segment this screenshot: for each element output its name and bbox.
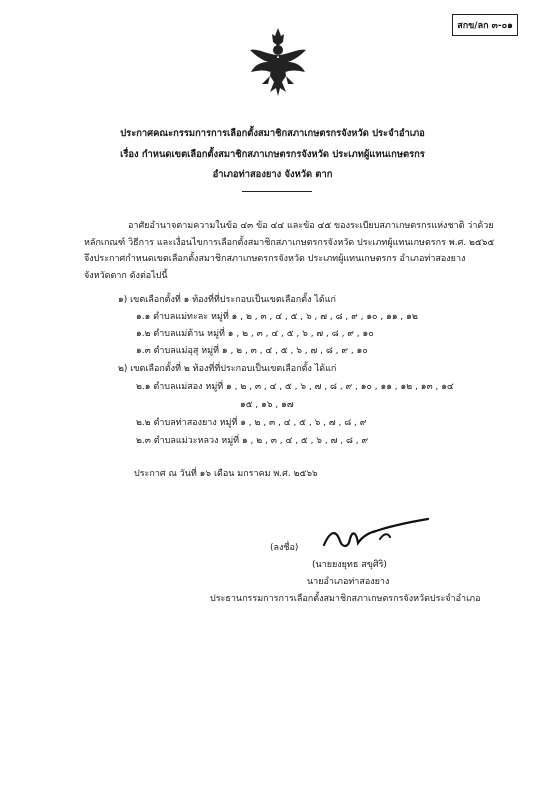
form-code: สกข/ลก ๓-๐๑	[457, 21, 513, 31]
district-2-item: ๒.๑ ตำบลแม่สอง หมู่ที่ ๑ , ๒ , ๓ , ๔ , ๕ , ๖ , ๗ , ๘ , ๙ , ๑๐ , ๑๑ , ๑๒ , ๑๓ , ๑๔	[136, 382, 454, 392]
intro-line: จังหวัดตาก ดังต่อไปนี้	[84, 270, 168, 281]
district-2-item: ๒.๓ ตำบลแม่วะหลวง หมู่ที่ ๑ , ๒ , ๓ , ๔ , ๕ , ๖ , ๗ , ๘ , ๙	[136, 436, 369, 446]
title-divider	[242, 191, 312, 192]
announcement-date: ประกาศ ณ วันที่ ๑๖ เดือน มกราคม พ.ศ. ๒๕๖๖	[134, 469, 318, 479]
district-1-item: ๑.๒ ตำบลแม่ต้าน หมู่ที่ ๑ , ๒ , ๓ , ๔ , ๕ , ๖ , ๗ , ๘ , ๙ , ๑๐	[136, 329, 374, 339]
signer-name: (นายยงยุทธ สขุศิริ)	[312, 560, 387, 570]
district-2-item: ๒.๒ ตำบลท่าสองยาง หมู่ที่ ๑ , ๒ , ๓ , ๔ , ๕ , ๖ , ๗ , ๘ , ๙	[136, 418, 367, 428]
district-2-item-continuation: ๑๕ , ๑๖ , ๑๗	[240, 400, 294, 410]
sign-label: (ลงชื่อ)	[270, 543, 299, 553]
intro-line: หลักเกณฑ์ วิธีการ และเงื่อนไขการเลือกตั้งสมาชิกสภาเกษตรกรจังหวัด ประเภทผู้แทนเกษตรกร พ.ศ. ๒๕๖๕	[84, 237, 495, 248]
title-line-2: เรื่อง กำหนดเขตเลือกตั้งสมาชิกสภาเกษตรกรจังหวัด ประเภทผู้แทนเกษตรกร	[120, 149, 425, 160]
garuda-emblem-icon	[248, 26, 308, 100]
signer-role: ประธานกรรมการการเลือกตั้งสมาชิกสภาเกษตรกรจังหวัดประจำอำเภอ	[210, 594, 481, 604]
district-1-heading: ๑) เขตเลือกตั้งที่ ๑ ท้องที่ที่ประกอบเป็นเขตเลือกตั้ง ได้แก่	[118, 295, 336, 305]
handwritten-signature	[320, 515, 432, 555]
intro-line: จึงประกาศกำหนดเขตเลือกตั้งสมาชิกสภาเกษตรกรจังหวัด ประเภทผู้แทนเกษตรกร อำเภอท่าสองยาง	[84, 254, 466, 264]
form-code-box	[452, 14, 518, 36]
intro-line: อาศัยอำนาจตามความในข้อ ๔๓ ข้อ ๔๔ และข้อ ๔๕ ของระเบียบสภาเกษตรกรแห่งชาติ ว่าด้วย	[128, 221, 494, 231]
district-2-heading: ๒) เขตเลือกตั้งที่ ๒ ท้องที่ที่ประกอบเป็นเขตเลือกตั้ง ได้แก่	[118, 364, 337, 374]
district-1-item: ๑.๑ ตำบลแม่ทะละ หมู่ที่ ๑ , ๒ , ๓ , ๔ , ๕ , ๖ , ๗ , ๘ , ๙ , ๑๐ , ๑๑ , ๑๒	[136, 312, 418, 322]
district-1-item: ๑.๓ ตำบลแม่อุสุ หมู่ที่ ๑ , ๒ , ๓ , ๔ , ๕ , ๖ , ๗ , ๘ , ๙ , ๑๐	[136, 346, 368, 356]
title-line-1: ประกาศคณะกรรมการการเลือกตั้งสมาชิกสภาเกษตรกรจังหวัด ประจำอำเภอ	[120, 128, 425, 139]
intro-paragraph	[84, 218, 495, 284]
signer-position: นายอำเภอท่าสองยาง	[307, 577, 390, 587]
title-line-3: อำเภอท่าสองยาง จังหวัด ตาก	[212, 169, 333, 180]
